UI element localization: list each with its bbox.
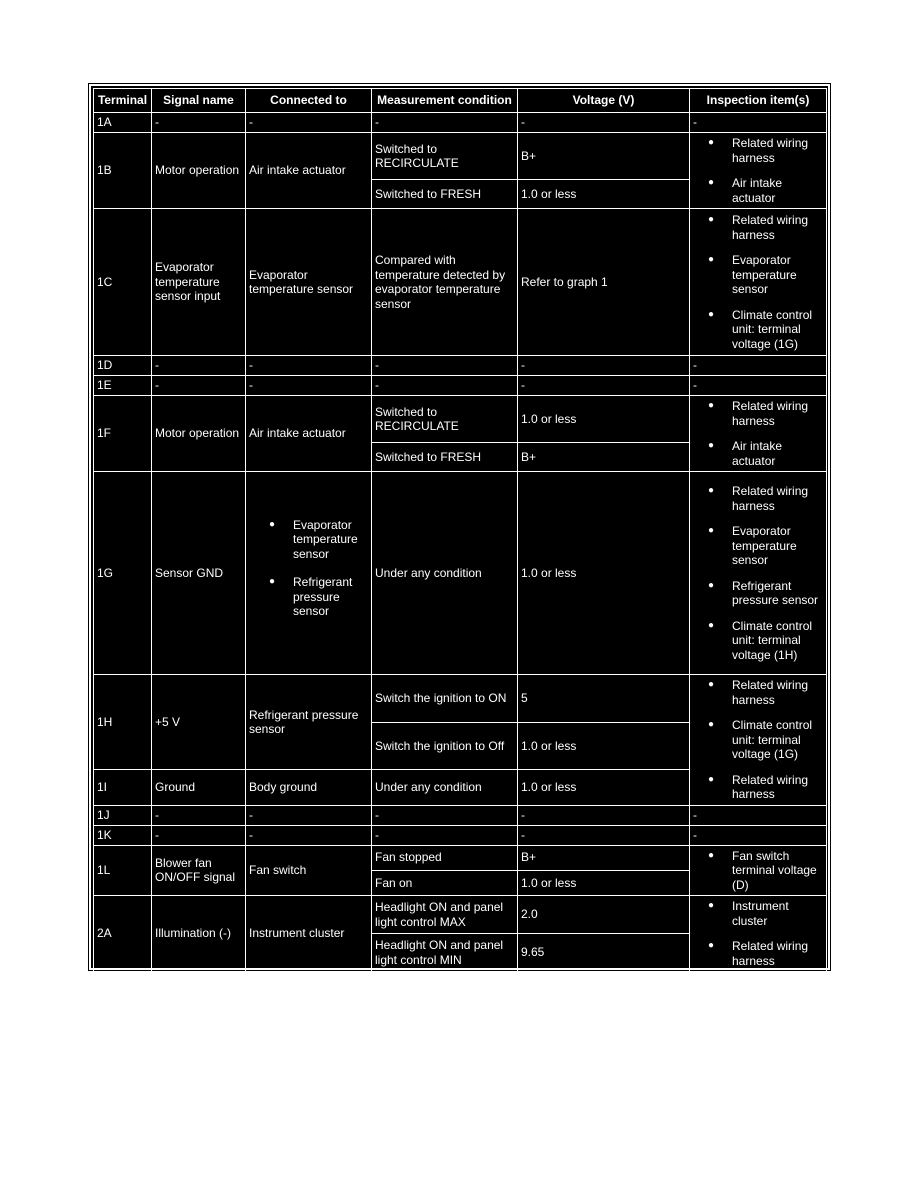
list-item: ● Fan switch terminal voltage (D)	[708, 847, 823, 895]
terminal-cell: 1G	[94, 472, 152, 675]
signal-cell: Ground	[152, 770, 246, 805]
signal-cell: Motor operation	[152, 396, 246, 472]
list-item: ● Evaporator temperature sensor	[708, 251, 823, 306]
voltage-cell: 1.0 or less	[518, 180, 690, 209]
voltage-cell: Refer to graph 1	[518, 209, 690, 356]
inspection-cell	[690, 209, 827, 356]
inspection-list	[693, 847, 823, 895]
header-row	[94, 89, 827, 113]
voltage-cell: 5	[518, 675, 690, 723]
condition-cell: Headlight ON and panel light control MIN	[372, 934, 518, 972]
terminal-voltage-table	[93, 88, 827, 972]
condition-cell: Switched to FRESH	[372, 180, 518, 209]
connected-cell: Air intake actuator	[246, 133, 372, 209]
condition-cell: Switch the ignition to Off	[372, 722, 518, 770]
header-measurement-condition: Measurement condition	[372, 89, 518, 113]
condition-cell: -	[372, 825, 518, 845]
terminal-cell: 1E	[94, 376, 152, 396]
header-terminal: Terminal	[94, 89, 152, 113]
list-item: ● Air intake actuator	[708, 174, 823, 207]
connected-cell: Evaporator temperature sensor	[246, 209, 372, 356]
list-item: ● Instrument cluster	[708, 897, 823, 937]
inspection-list	[693, 676, 823, 804]
list-item: ● Climate control unit: terminal voltage (1G)	[708, 306, 823, 354]
signal-cell: -	[152, 805, 246, 825]
inspection-list	[693, 897, 823, 970]
inspection-cell	[690, 472, 827, 675]
voltage-cell: 1.0 or less	[518, 870, 690, 895]
inspection-cell	[690, 675, 827, 806]
condition-cell: Fan stopped	[372, 845, 518, 870]
voltage-cell: B+	[518, 133, 690, 180]
header-voltage: Voltage (V)	[518, 89, 690, 113]
list-item: ● Air intake actuator	[708, 437, 823, 470]
condition-cell: Compared with temperature detected by evaporator temperature sensor	[372, 209, 518, 356]
table-row	[94, 376, 827, 396]
condition-cell: Headlight ON and panel light control MAX	[372, 896, 518, 934]
connected-list	[249, 516, 368, 631]
condition-cell: -	[372, 376, 518, 396]
list-item: ● Related wiring harness	[708, 134, 823, 174]
voltage-cell: B+	[518, 845, 690, 870]
inspection-cell: -	[690, 805, 827, 825]
inspection-cell	[690, 133, 827, 209]
table-row	[94, 675, 827, 723]
connected-cell: -	[246, 825, 372, 845]
voltage-cell: -	[518, 805, 690, 825]
voltage-cell: 1.0 or less	[518, 472, 690, 675]
voltage-cell: 1.0 or less	[518, 396, 690, 443]
table-row	[94, 356, 827, 376]
connected-cell: -	[246, 113, 372, 133]
table-row	[94, 133, 827, 180]
terminal-table-frame	[89, 84, 830, 970]
terminal-cell: 1K	[94, 825, 152, 845]
inspection-list	[693, 482, 823, 664]
condition-cell: Switched to RECIRCULATE	[372, 396, 518, 443]
signal-cell: Motor operation	[152, 133, 246, 209]
list-item: ● Related wiring harness	[708, 937, 823, 970]
connected-cell: Body ground	[246, 770, 372, 805]
list-item: ● Climate control unit: terminal voltage (1H)	[708, 617, 823, 665]
voltage-cell: -	[518, 356, 690, 376]
inspection-cell	[690, 845, 827, 896]
inspection-cell: -	[690, 376, 827, 396]
connected-cell	[246, 472, 372, 675]
header-connected-to: Connected to	[246, 89, 372, 113]
list-item: ● Refrigerant pressure sensor	[708, 577, 823, 617]
signal-cell: Illumination (-)	[152, 896, 246, 972]
inspection-list	[693, 211, 823, 353]
inspection-cell: -	[690, 113, 827, 133]
inspection-cell	[690, 396, 827, 472]
table-row	[94, 113, 827, 133]
terminal-cell: 1C	[94, 209, 152, 356]
connected-cell: Air intake actuator	[246, 396, 372, 472]
voltage-cell: B+	[518, 443, 690, 472]
list-item: ● Climate control unit: terminal voltage (1G)	[708, 716, 823, 771]
list-item: ● Refrigerant pressure sensor	[269, 573, 368, 631]
voltage-cell: 1.0 or less	[518, 770, 690, 805]
signal-cell: -	[152, 356, 246, 376]
condition-cell: -	[372, 805, 518, 825]
terminal-cell: 1I	[94, 770, 152, 805]
inspection-list	[693, 134, 823, 207]
connected-cell: -	[246, 805, 372, 825]
table-row	[94, 209, 827, 356]
terminal-cell: 1H	[94, 675, 152, 770]
table-row	[94, 845, 827, 870]
condition-cell: -	[372, 113, 518, 133]
condition-cell: Switched to RECIRCULATE	[372, 133, 518, 180]
voltage-cell: 2.0	[518, 896, 690, 934]
table-row	[94, 805, 827, 825]
condition-cell: Switched to FRESH	[372, 443, 518, 472]
list-item: ● Related wiring harness	[708, 397, 823, 437]
condition-cell: Under any condition	[372, 472, 518, 675]
list-item: ● Related wiring harness	[708, 482, 823, 522]
condition-cell: Under any condition	[372, 770, 518, 805]
inspection-cell: -	[690, 356, 827, 376]
inspection-cell: -	[690, 825, 827, 845]
signal-cell: -	[152, 113, 246, 133]
table-row	[94, 396, 827, 443]
inspection-list	[693, 397, 823, 470]
list-item: ● Evaporator temperature sensor	[269, 516, 368, 574]
header-inspection-items: Inspection item(s)	[690, 89, 827, 113]
table-row	[94, 896, 827, 934]
terminal-cell: 1F	[94, 396, 152, 472]
terminal-cell: 1B	[94, 133, 152, 209]
connected-cell: Fan switch	[246, 845, 372, 896]
list-item: ● Related wiring harness	[708, 676, 823, 716]
condition-cell: Switch the ignition to ON	[372, 675, 518, 723]
terminal-cell: 1A	[94, 113, 152, 133]
list-item: ● Related wiring harness	[708, 771, 823, 804]
connected-cell: Instrument cluster	[246, 896, 372, 972]
condition-cell: Fan on	[372, 870, 518, 895]
inspection-cell	[690, 896, 827, 972]
voltage-cell: 1.0 or less	[518, 722, 690, 770]
signal-cell: -	[152, 825, 246, 845]
signal-cell: Evaporator temperature sensor input	[152, 209, 246, 356]
table-row	[94, 825, 827, 845]
voltage-cell: -	[518, 113, 690, 133]
header-signal-name: Signal name	[152, 89, 246, 113]
terminal-cell: 1D	[94, 356, 152, 376]
connected-cell: -	[246, 356, 372, 376]
connected-cell: Refrigerant pressure sensor	[246, 675, 372, 770]
condition-cell: -	[372, 356, 518, 376]
signal-cell: Sensor GND	[152, 472, 246, 675]
signal-cell: +5 V	[152, 675, 246, 770]
table-row	[94, 472, 827, 675]
voltage-cell: -	[518, 825, 690, 845]
voltage-cell: -	[518, 376, 690, 396]
signal-cell: Blower fan ON/OFF signal	[152, 845, 246, 896]
voltage-cell: 9.65	[518, 934, 690, 972]
signal-cell: -	[152, 376, 246, 396]
terminal-cell: 1J	[94, 805, 152, 825]
list-item: ● Related wiring harness	[708, 211, 823, 251]
connected-cell: -	[246, 376, 372, 396]
terminal-cell: 1L	[94, 845, 152, 896]
terminal-cell: 2A	[94, 896, 152, 972]
list-item: ● Evaporator temperature sensor	[708, 522, 823, 577]
